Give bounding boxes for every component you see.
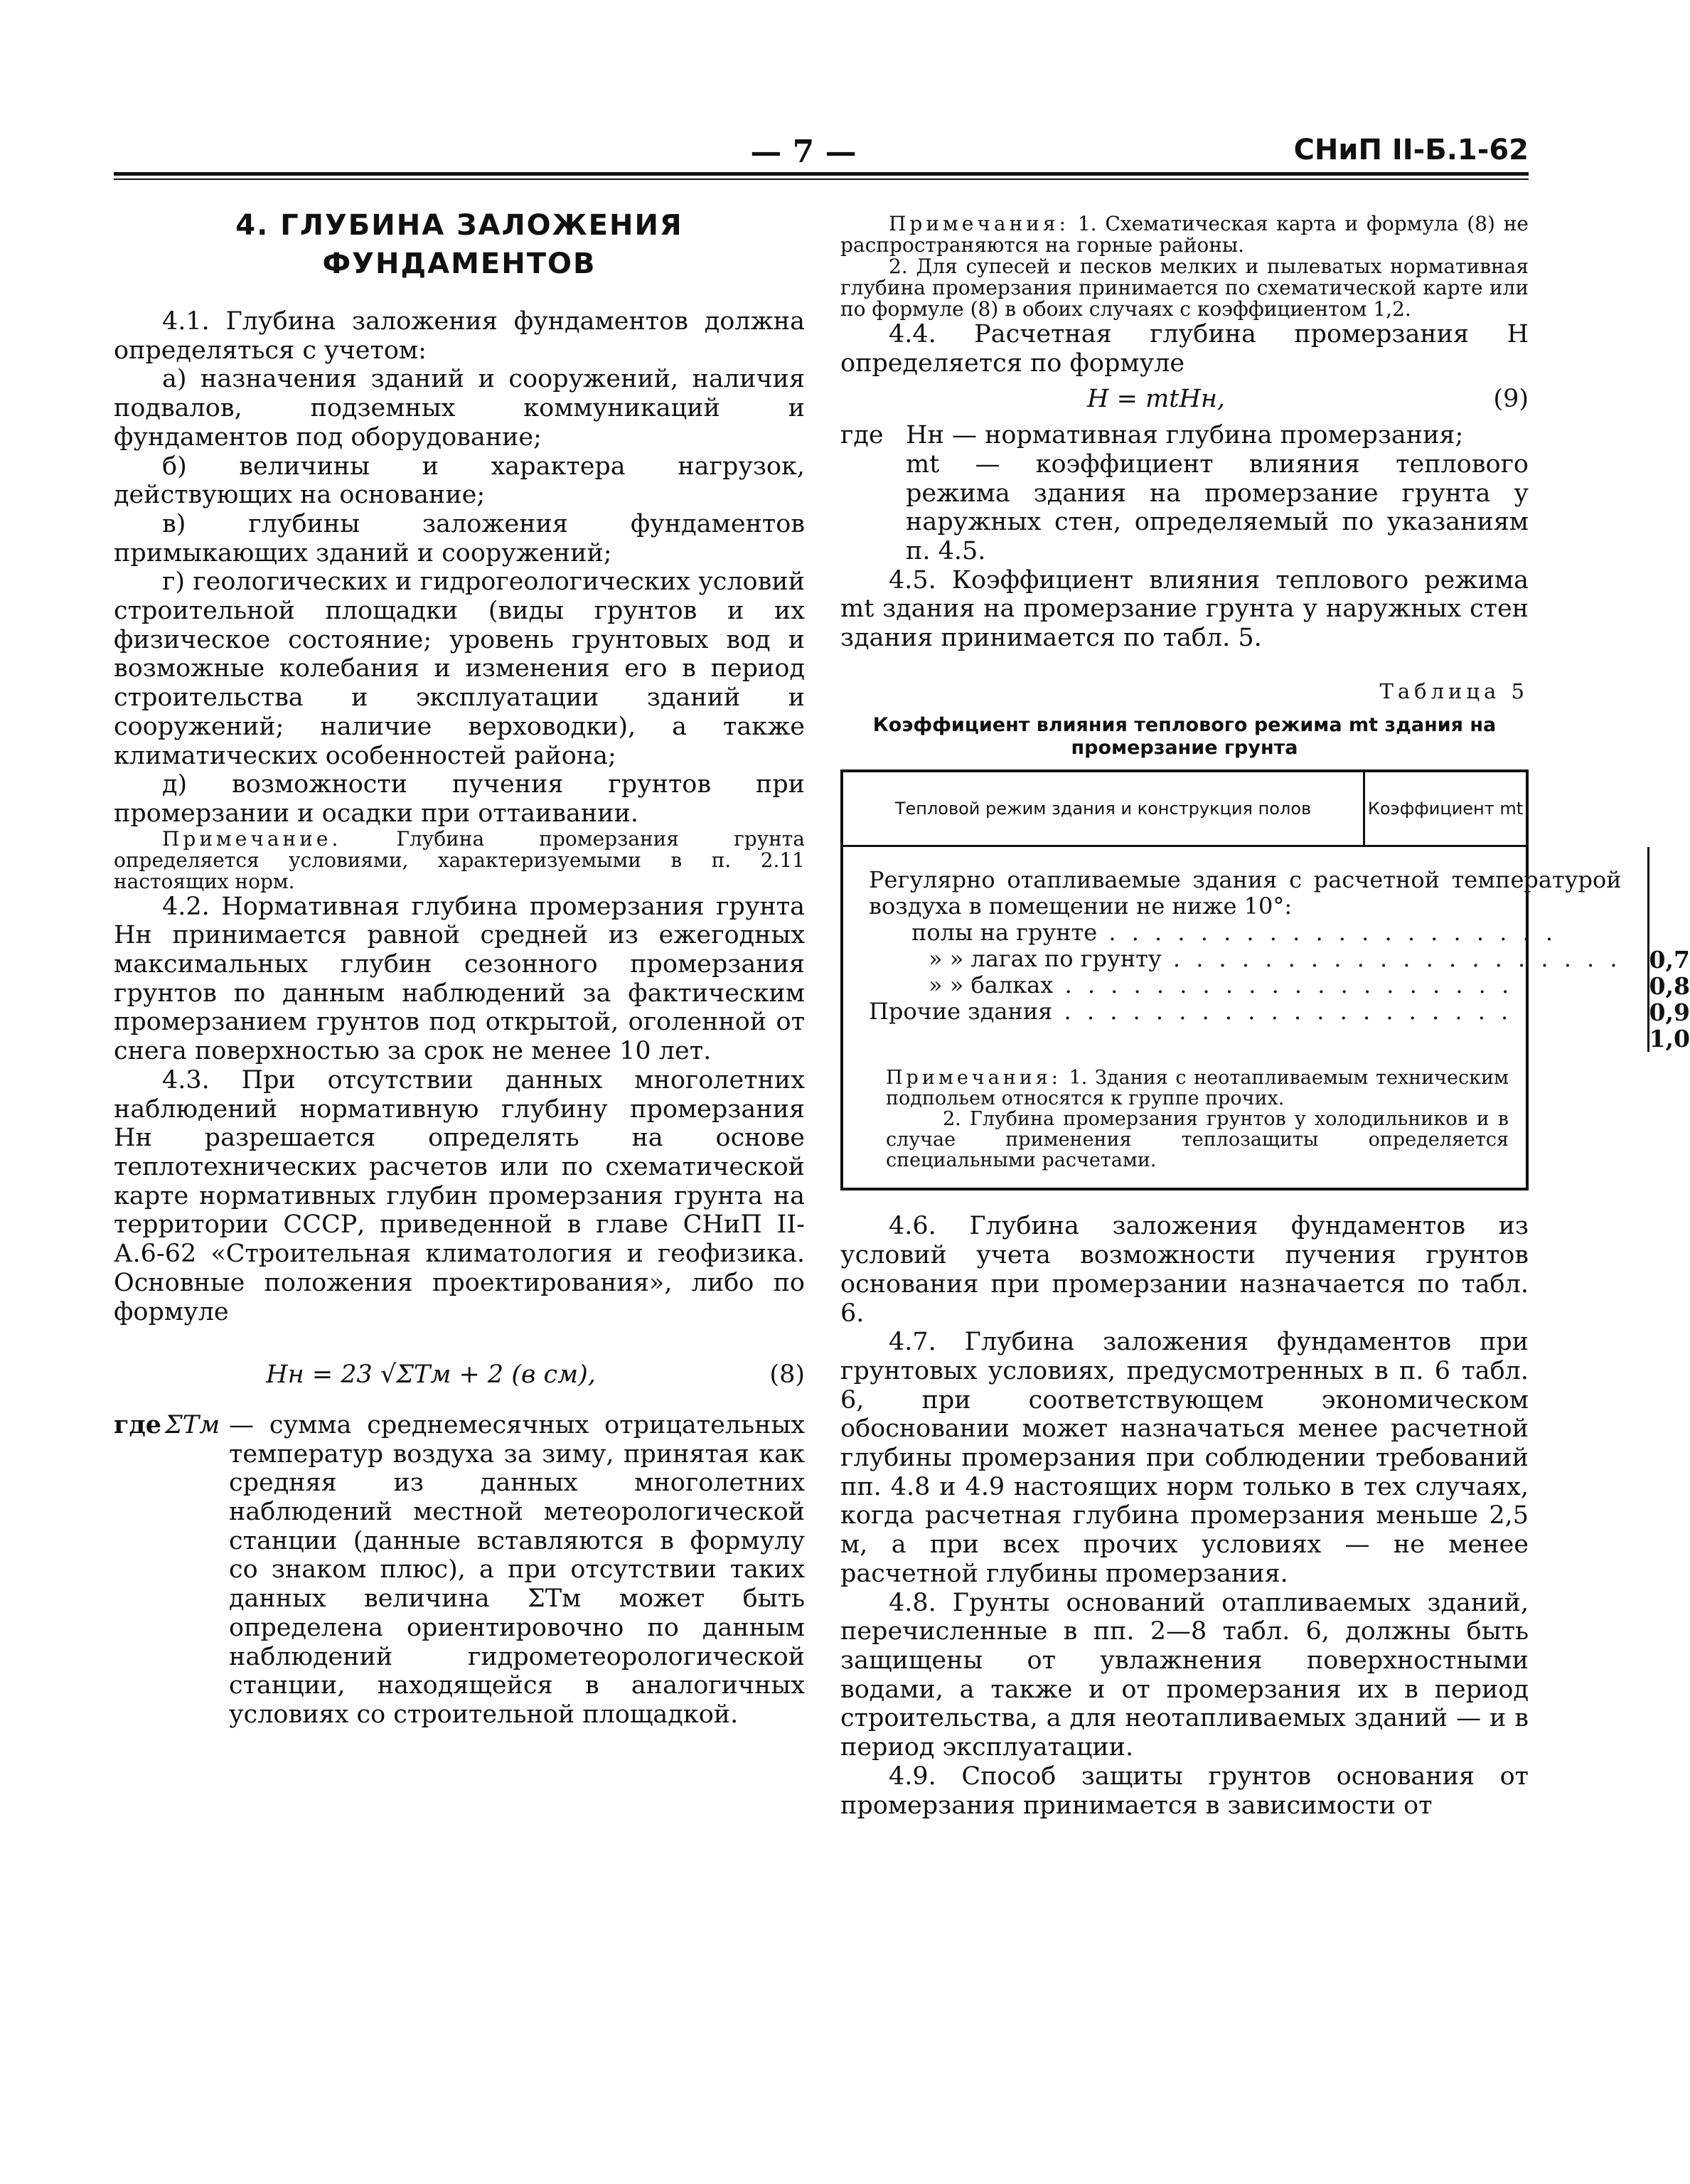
note-2-text: 2. Для супесей и песков мелких и пылеватых нормативная глубина промерзания принимается по схематической карте или по формуле (8) в обоих случаях с коэффициентом 1,2. — [840, 255, 1529, 321]
table-note-2: 2. Глубина промерзания грунтов у холодильников и в случае применения теплозащиты определяется специальными расчетами. — [886, 1108, 1509, 1172]
table-intro: Регулярно отапливаемые здания с расчетной температурой воздуха в помещении не ниже 10°: — [869, 866, 1622, 920]
column-header-coefficient: Коэффициент mt — [1367, 799, 1524, 819]
note-text: Глубина промерзания грунта определяется условиями, характеризуемыми в п. 2.11 настоящих норм. — [114, 826, 805, 893]
paragraph-4-3: 4.3. При отсутствии данных многолетних наблюдений нормативную глубину промерзания Нн разрешается определять на основе теплотехнических расчетов или по схематической карте нормативных глубин промерзания грунта на территории СССР, приведенной в главе СНиП II-А.6-62 «Строительная климатология и геофизика. Основные положения проектирования», либо по формуле — [114, 1065, 805, 1326]
row-label: полы на грунте — [911, 919, 1098, 947]
header-rule — [114, 172, 1529, 176]
formula-8 — [114, 1360, 805, 1390]
formula-8-number: (8) — [769, 1360, 805, 1390]
formula-9-definitions — [840, 421, 1529, 566]
note-1-text: 1. Схематическая карта и формула (8) не распространяются на горные районы. — [840, 212, 1529, 257]
formula-8-expression: Нн = 23 √ΣТм + 2 (в см), — [266, 1360, 596, 1390]
formula-9-expression: Н = mtНн, — [1086, 385, 1226, 414]
paragraph-4-6: 4.6. Глубина заложения фундаментов из условий учета возможности пучения грунтов основания при промерзании назначается по табл. 6. — [840, 1212, 1529, 1328]
header-rule-thin — [114, 179, 1529, 180]
list-item-d: д) возможности пучения грунтов при промерзании и осадки при оттаивании. — [114, 770, 805, 828]
row-value: 0,9 — [1649, 998, 1690, 1027]
leader-dots: . . . . . . . . . . . . . . . . . . . . — [1052, 998, 1513, 1026]
table-notes — [843, 1052, 1526, 1188]
table-row — [869, 946, 1622, 972]
paragraph-4-4: 4.4. Расчетная глубина промерзания Н определяется по формуле — [840, 320, 1529, 378]
section-heading — [114, 206, 805, 283]
formula-9-number: (9) — [1493, 385, 1529, 414]
page-number: — 7 — — [750, 134, 857, 170]
paragraph-4-7: 4.7. Глубина заложения фундаментов при грунтовых условиях, предусмотренных в п. 6 табл. 6, при соответствующем экономическом обосновании может назначаться менее расчетной глубины промерзания при соблюдении требований пп. 4.8 и 4.9 настоящих норм только в тех случаях, когда расчетная глубина промерзания меньше 2,5 м, а при всех прочих условиях — не менее расчетной глубины промерзания. — [840, 1328, 1529, 1588]
note-label: Примечание. — [162, 826, 342, 851]
where-label: где — [114, 1410, 162, 1439]
table-labels-cell — [843, 847, 1649, 1052]
definition-mt: mt — коэффициент влияния теплового режима здания на промерзание грунта у наружных стен, определяемый по указаниям п. 4.5. — [906, 449, 1529, 565]
paragraph-4-5: 4.5. Коэффициент влияния теплового режима mt здания на промерзание грунта у наружных стен здания принимается по табл. 5. — [840, 565, 1529, 653]
formula-9 — [840, 385, 1529, 414]
note-4-1 — [114, 826, 805, 893]
paragraph-4-8: 4.8. Грунты оснований отапливаемых зданий, перечисленные в пп. 2—8 табл. 6, должны быть защищены от увлажнения поверхностными водами, а также и от промерзания их в период строительства, а для неотапливаемых зданий — и в период эксплуатации. — [840, 1588, 1529, 1762]
list-item-a: а) назначения зданий и сооружений, наличия подвалов, подземных коммуникаций и фундаментов под оборудование; — [114, 365, 805, 452]
column-header-regime: Тепловой режим здания и конструкция полов — [843, 772, 1365, 845]
table-title: Таблица 5 — [1379, 678, 1529, 703]
table-5 — [840, 769, 1690, 1190]
definition-text: — сумма среднемесячных отрицательных температур воздуха за зиму, принятая как средняя из данных многолетних наблюдений местной метеорологической станции (данные вставляются в формулу со знаком плюс), а при отсутствии таких данных величина ΣТм может быть определена ориентировочно по данным наблюдений гидрометеорологической станции, находящейся в аналогичных условиях со строительной площадкой. — [229, 1410, 805, 1729]
definition-hn: Нн — нормативная глубина промерзания; — [906, 421, 1464, 450]
table-note-1: 1. Здания с неотапливаемым техническим подпольем относятся к группе прочих. — [886, 1067, 1509, 1110]
leader-dots: . . . . . . . . . . . . . . . . . . . . — [1161, 945, 1622, 973]
section-heading-line1: 4. ГЛУБИНА ЗАЛОЖЕНИЯ — [235, 209, 683, 242]
paragraph-4-9: 4.9. Способ защиты грунтов основания от промерзания принимается в зависимости от — [840, 1762, 1529, 1820]
left-column — [114, 206, 805, 1730]
notes-4-3 — [840, 213, 1529, 256]
formula-8-definition — [114, 1411, 805, 1730]
table-values-cell — [1649, 847, 1690, 1052]
table-row — [869, 998, 1622, 1025]
table-notes-label: Примечания: — [886, 1067, 1061, 1090]
leader-dots: . . . . . . . . . . . . . . . . . . . . — [1053, 971, 1514, 999]
table-body — [843, 847, 1690, 1053]
list-item-g: г) геологических и гидрогеологических условий строительной площадки (виды грунтов и их физическое состояние; уровень грунтовых вод и возможные колебания и изменения его в период строительства и эксплуатации зданий и сооружений; наличие верховодки), а также климатических особенностей района; — [114, 568, 805, 770]
where-label: где — [840, 421, 884, 450]
right-column — [840, 212, 1690, 1820]
row-label: » » лагах по грунту — [929, 945, 1162, 973]
paragraph-4-1: 4.1. Глубина заложения фундаментов должна определяться с учетом: — [114, 307, 805, 365]
table-header — [843, 772, 1526, 847]
row-value: 1,0 — [1649, 1025, 1690, 1053]
row-label: » » балках — [929, 971, 1054, 999]
document-code: СНиП II-Б.1-62 — [1293, 134, 1529, 166]
list-item-b: б) величины и характера нагрузок, действующих на основание; — [114, 452, 805, 510]
row-value: 0,8 — [1649, 972, 1690, 1001]
table-row — [869, 972, 1622, 998]
leader-dots: . . . . . . . . . . . . . . . . . . . . — [1097, 919, 1558, 947]
row-label: Прочие здания — [869, 998, 1053, 1026]
paragraph-4-2: 4.2. Нормативная глубина промерзания грунта Нн принимается равной средней из ежегодных максимальных глубин сезонного промерзания грунтов по данным наблюдений за фактическим промерзанием грунтов под открытой, оголенной от снега поверхностью за срок не менее 10 лет. — [114, 892, 805, 1066]
notes-label: Примечания: — [889, 212, 1069, 235]
list-item-v: в) глубины заложения фундаментов примыкающих зданий и сооружений; — [114, 509, 805, 568]
definition-symbol: ΣТм — [165, 1410, 220, 1439]
row-value: 0,7 — [1649, 946, 1690, 974]
table-caption: Коэффициент влияния теплового режима mt здания на промерзание грунта — [872, 714, 1497, 760]
table-row — [869, 920, 1622, 946]
section-heading-line2: ФУНДАМЕНТОВ — [322, 247, 597, 280]
